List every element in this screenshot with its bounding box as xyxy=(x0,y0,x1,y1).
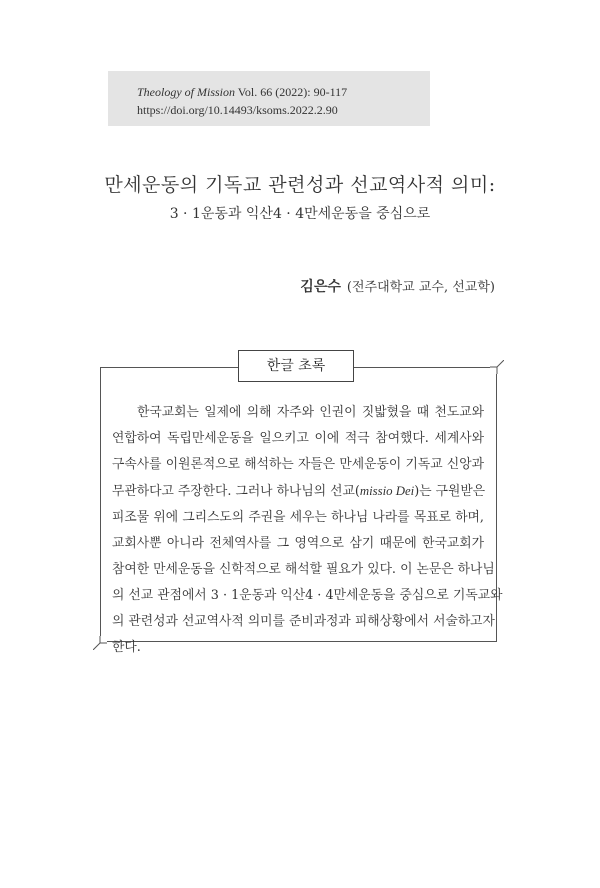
abstract-line xyxy=(112,478,484,505)
missio-dei-term: missio Dei xyxy=(359,484,415,498)
abstract-label: 한글 초록 xyxy=(238,350,354,382)
abstract-line: 구속사를 이원론적으로 해석하는 자들은 만세운동이 기독교 신앙과 xyxy=(112,457,484,472)
journal-name: Theology of Mission xyxy=(137,85,235,99)
volume-info: Vol. 66 (2022): 90-117 xyxy=(237,85,348,99)
abstract-line: 의 관련성과 선교역사적 의미를 준비과정과 피해상황에서 서술하고자 xyxy=(112,614,495,629)
paper-subtitle: 3 · 1운동과 익산4 · 4만세운동을 중심으로 xyxy=(169,206,431,222)
paper-title: 만세운동의 기독교 관련성과 선교역사적 의미: xyxy=(104,174,496,196)
abstract-line-part: )는 구원받은 xyxy=(414,484,486,499)
abstract-line: 교회사뿐 아니라 전체역사를 그 영역으로 삼기 때문에 한국교회가 xyxy=(112,536,484,551)
corner-fold-top-right xyxy=(490,360,504,374)
author-name: 김은수 xyxy=(300,279,341,295)
citation-line xyxy=(137,83,430,101)
abstract-line: 참여한 만세운동을 신학적으로 해석할 필요가 있다. 이 논문은 하나님 xyxy=(112,562,495,577)
citation-box xyxy=(108,71,430,126)
doi-link[interactable]: https://doi.org/10.14493/ksoms.2022.2.90 xyxy=(137,103,338,117)
abstract-line: 한다. xyxy=(112,640,141,655)
abstract-line: 의 선교 관점에서 3 · 1운동과 익산4 · 4만세운동을 중심으로 기독교와 xyxy=(112,588,503,603)
author-affiliation: (전주대학교 교수, 선교학) xyxy=(346,280,495,295)
corner-fold-bottom-left xyxy=(93,636,107,650)
abstract-line: 피조물 위에 그리스도의 주권을 세우는 하나님 나라를 목표로 하며, xyxy=(112,510,484,525)
abstract-line: 한국교회는 일제에 의해 자주와 인권이 짓밟혔을 때 천도교와 xyxy=(137,405,484,420)
abstract-text xyxy=(112,400,503,661)
abstract-line: 연합하여 독립만세운동을 일으키고 이에 적극 참여했다. 세계사와 xyxy=(112,431,484,446)
abstract-line-part: 무관하다고 주장한다. 그러나 하나님의 선교( xyxy=(112,484,360,499)
author-line xyxy=(300,276,495,296)
